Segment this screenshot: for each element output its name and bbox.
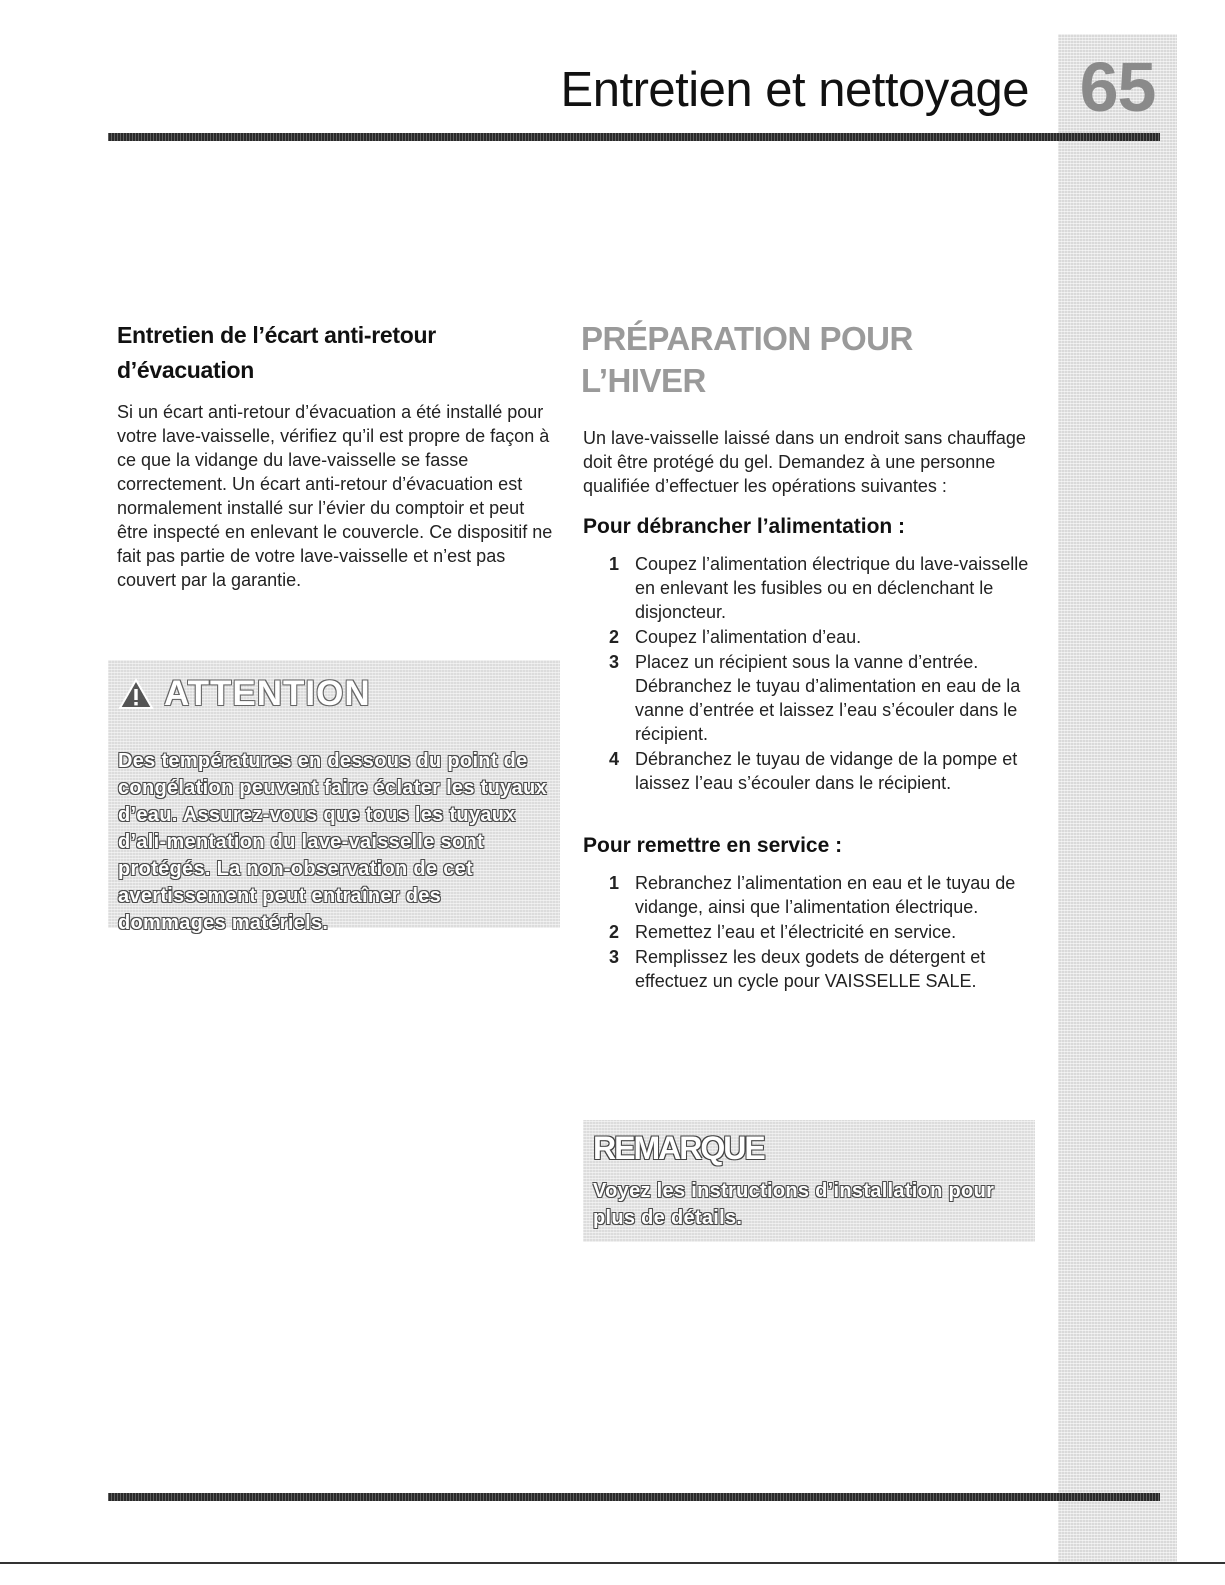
list-item: 3 Remplissez les deux godets de détergent et effectuez un cycle pour VAISSELLE SALE. [609, 947, 986, 991]
top-rule [108, 133, 1160, 141]
note-box [583, 1120, 1035, 1242]
page-title: Entretien et nettoyage [560, 63, 1029, 117]
warning-header [118, 674, 371, 714]
list-item: 2 Remettez l’eau et l’électricité en service. [609, 922, 957, 942]
warning-box [108, 660, 560, 934]
list-item: 1 Coupez l’alimentation électrique du lave-vaisselle en enlevant les fusibles ou en déclenchant le disjoncteur. [609, 554, 1029, 622]
winterize-intro: Un lave-vaisselle laissé dans un endroit sans chauffage doit être protégé du gel. Demandez à une personne qualifiée d’effectuer les opérations suivantes : [583, 428, 1026, 496]
list-item: 1 Rebranchez l’alimentation en eau et le tuyau de vidange, ainsi que l’alimentation électrique. [609, 873, 1016, 917]
page-number: 65 [1079, 48, 1156, 126]
warning-title: ATTENTION [164, 674, 371, 713]
winterize-title: PRÉPARATION POUR L’HIVER [581, 320, 913, 399]
right-column [583, 318, 1038, 994]
page-bottom-line [0, 1562, 1225, 1564]
warning-triangle-icon [118, 678, 154, 710]
list-item: 4 Débranchez le tuyau de vidange de la pompe et laissez l’eau s’écouler dans le récipient. [609, 749, 1018, 793]
air-gap-paragraph: Si un écart anti-retour d’évacuation a été installé pour votre lave-vaisselle, vérifiez qu’il est propre de façon à ce que la vidange du lave-vaisselle se fasse correctement. Un écart anti-retour d’évacuation est normalement installé sur l’évier du comptoir et peut être inspecté en enlevant le couvercle. Ce dispositif ne fait pas partie de votre lave-vaisselle et n’est pas couvert par la garantie. [117, 402, 553, 590]
list-item: 2 Coupez l’alimentation d’eau. [609, 627, 862, 647]
disconnect-title: Pour débrancher l’alimentation : [583, 515, 906, 538]
bottom-rule [108, 1493, 1160, 1501]
side-tab [1058, 34, 1177, 1562]
note-title: REMARQUE [593, 1130, 764, 1166]
restore-title: Pour remettre en service : [583, 834, 843, 857]
left-column [117, 318, 557, 592]
air-gap-heading: Entretien de l’écart anti-retour d’évacuation [117, 322, 436, 383]
warning-text: Des températures en dessous du point de congélation peuvent faire éclater les tuyaux d’eau. Assurez-vous que tous les tuyaux d’ali-mentation du lave-vaisselle sont protégés. La non-observation de cet avertissement peut entraîner des dommages matériels. [118, 750, 547, 934]
restore-steps [583, 871, 1038, 993]
disconnect-steps [583, 552, 1038, 795]
list-item: 3 Placez un récipient sous la vanne d’entrée. Débranchez le tuyau d’alimentation en eau de la vanne d’entrée et laissez l’eau s’écouler dans le récipient. [609, 652, 1021, 744]
note-text: Voyez les instructions d’installation pour plus de détails. [593, 1180, 995, 1229]
